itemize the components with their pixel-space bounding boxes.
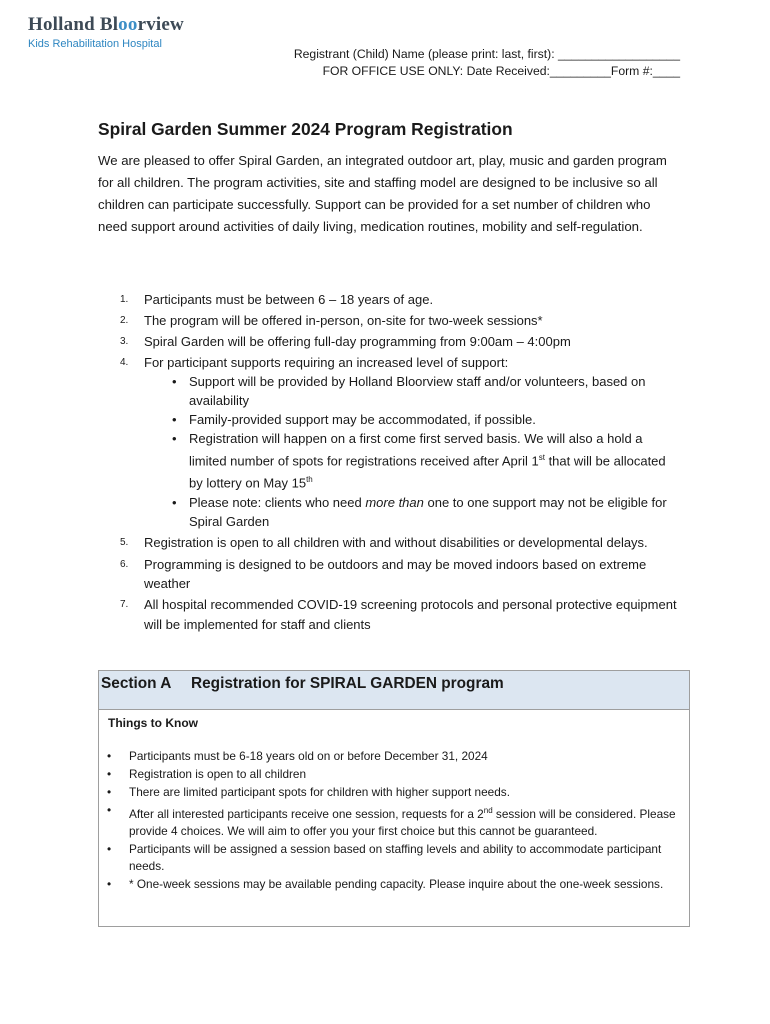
list-item: • Registration is open to all children	[107, 767, 307, 781]
list-item: 5. Registration is open to all children with and without disabilities or developmental delays.	[120, 534, 648, 550]
section-label: Section A	[101, 675, 172, 692]
list-item: 1. Participants must be between 6 – 18 years of age.	[120, 292, 434, 307]
program-details-list	[98, 290, 678, 637]
section-title: Registration for SPIRAL GARDEN program	[191, 675, 504, 692]
sub-list-item: • Family-provided support may be accommodated, if possible.	[172, 412, 536, 427]
list-item: 4. For participant supports requiring an increased level of support: • Support will be provided by Holland Bloorview staff and/or volunteers, based on availability • Family-provided support may be accommodated, if possible. • Registration will happen on a first come first served basis. We will also a hold a limited number of spots for registrations received after April 1st that will be allocated by lottery on May 15th • Please note: clients who need more than one to one support may not be eligible for Spiral Garden	[98, 353, 678, 531]
logo-wordmark: Holland Bloorview	[28, 14, 184, 35]
sub-list-item: • Please note: clients who need more than one to one support may not be eligible for Spiral Garden	[172, 494, 667, 529]
list-item: 3. Spiral Garden will be offering full-day programming from 9:00am – 4:00pm	[120, 334, 571, 349]
list-item: 7. All hospital recommended COVID-19 screening protocols and personal protective equipment will be implemented for staff and clients	[120, 596, 677, 632]
office-use-line: FOR OFFICE USE ONLY: Date Received:_________Form #:____	[322, 64, 680, 78]
things-to-know-heading: Things to Know	[108, 716, 198, 730]
section-a-header	[99, 671, 689, 710]
list-item: • After all interested participants receive one session, requests for a 2nd session will be considered. Please provide 4 choices. We will aim to offer you your first choice but this cannot be guaranteed.	[107, 803, 676, 838]
list-item: 6. Programming is designed to be outdoors and may be moved indoors based on extreme weather	[120, 556, 647, 591]
sub-list-item: • Support will be provided by Holland Bloorview staff and/or volunteers, based on availability	[172, 374, 646, 408]
sub-list-item: • Registration will happen on a first come first served basis. We will also a hold a limited number of spots for registrations received after April 1st that will be allocated by lottery on May 15th	[172, 431, 666, 491]
things-to-know-list	[107, 748, 685, 894]
registrant-name-line: Registrant (Child) Name (please print: last, first): __________________	[293, 47, 680, 61]
list-item: • * One-week sessions may be available pending capacity. Please inquire about the one-week sessions.	[107, 876, 664, 891]
list-item: • There are limited participant spots for children with higher support needs.	[107, 785, 510, 799]
section-a-box	[98, 670, 690, 927]
support-sublist	[144, 372, 678, 531]
list-item: 2. The program will be offered in-person, on-site for two-week sessions*	[120, 313, 543, 328]
intro-paragraph: We are pleased to offer Spiral Garden, an integrated outdoor art, play, music and garden program for all children. The program activities, site and staffing model are designed to be inclusive so all children can participate successfully. Support can be provided for a set number of children who need support around activities of daily living, medication routines, mobility and self-regulation.	[98, 153, 667, 234]
logo-subtitle: Kids Rehabilitation Hospital	[28, 38, 162, 50]
page-title: Spiral Garden Summer 2024 Program Registration	[98, 119, 513, 139]
list-item: • Participants must be 6-18 years old on or before December 31, 2024	[107, 749, 488, 763]
list-item: • Participants will be assigned a session based on staffing levels and ability to accommodate participant needs.	[107, 841, 662, 873]
